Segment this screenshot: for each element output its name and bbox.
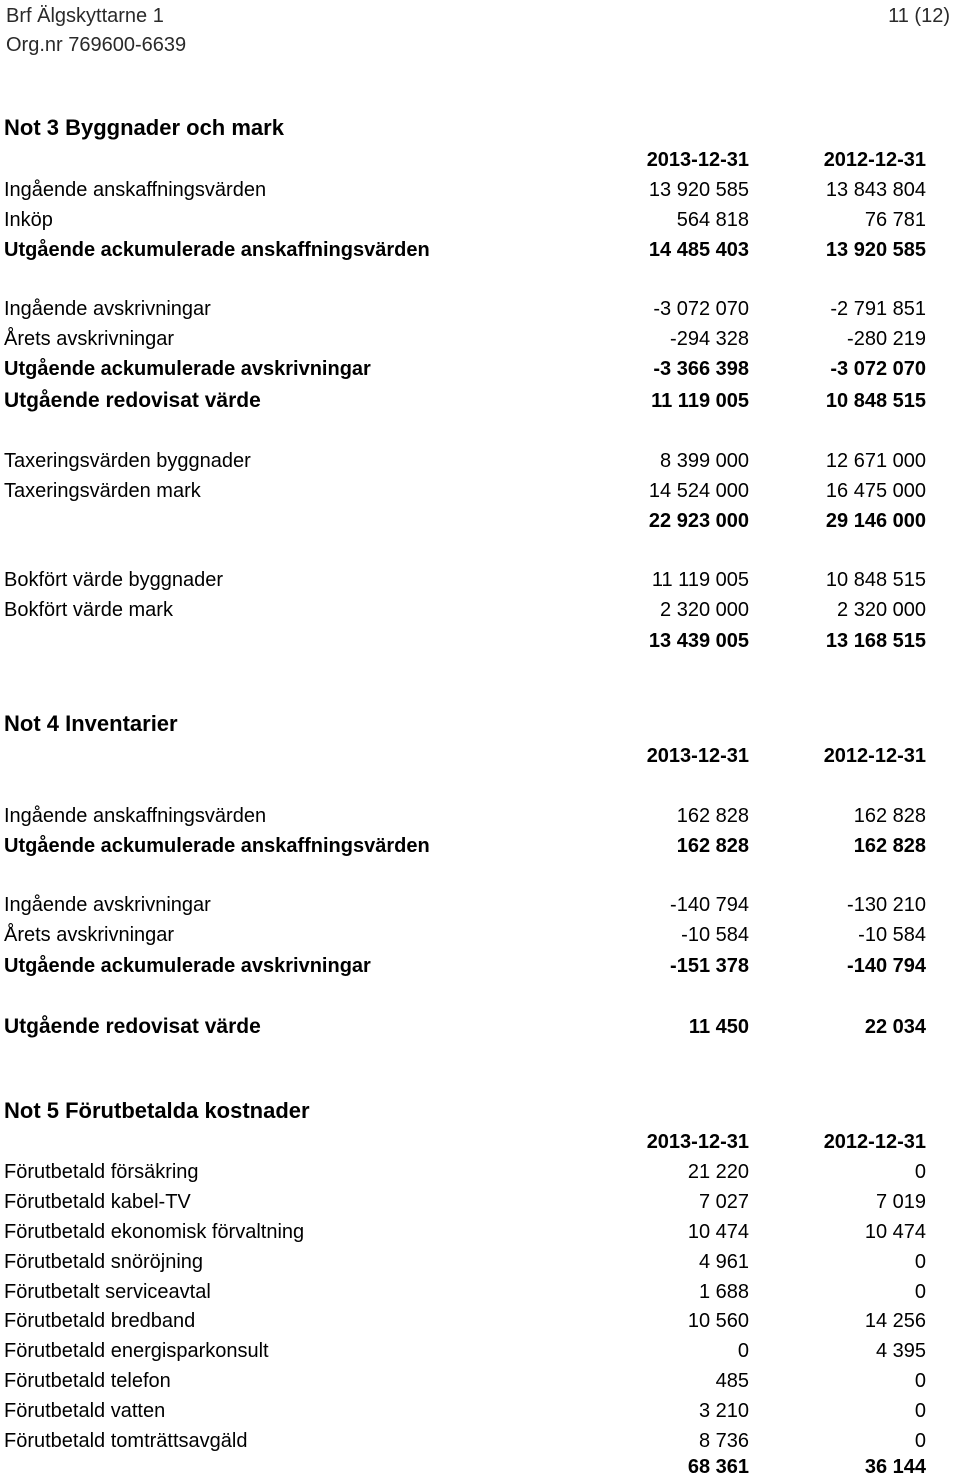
note-5-col-2012: 2012-12-31 <box>823 1131 926 1153</box>
row-label: Förutbetalt serviceavtal <box>4 1281 211 1303</box>
value-2013: 14 485 403 <box>648 239 749 261</box>
value-2013: 7 027 <box>698 1191 749 1213</box>
value-2013: 68 361 <box>687 1456 749 1478</box>
table-row <box>4 951 934 981</box>
value-2012: -280 219 <box>847 328 926 350</box>
value-2013: -151 378 <box>670 955 749 977</box>
value-2012: 13 843 804 <box>825 179 926 201</box>
value-2012: 7 019 <box>875 1191 926 1213</box>
value-2012: 10 848 515 <box>825 390 926 412</box>
note-4-title: Not 4 Inventarier <box>4 711 178 736</box>
value-2013: 11 119 005 <box>651 569 749 591</box>
value-2013: 162 828 <box>676 805 749 827</box>
row-label: Taxeringsvärden byggnader <box>4 450 251 472</box>
value-2012: 22 034 <box>864 1016 926 1038</box>
value-2013: -140 794 <box>670 894 749 916</box>
note-4-column-headers <box>4 741 934 771</box>
value-2012: 0 <box>914 1281 926 1303</box>
organization-number: Org.nr 769600-6639 <box>6 34 187 56</box>
organization-name: Brf Älgskyttarne 1 <box>6 5 164 27</box>
value-2012: 2 320 000 <box>837 599 926 621</box>
note-3-title: Not 3 Byggnader och mark <box>4 115 284 140</box>
value-2013: 21 220 <box>687 1161 749 1183</box>
row-label: Utgående ackumulerade avskrivningar <box>4 955 371 977</box>
row-label: Taxeringsvärden mark <box>4 480 201 502</box>
row-label: Årets avskrivningar <box>4 924 175 946</box>
table-row <box>4 506 934 536</box>
table-row <box>4 235 934 265</box>
value-2013: 564 818 <box>676 209 749 231</box>
table-row <box>4 175 934 205</box>
value-2013: 10 474 <box>687 1221 749 1243</box>
value-2012: -3 072 070 <box>830 358 926 380</box>
row-label: Förutbetald telefon <box>4 1370 171 1392</box>
value-2012: 12 671 000 <box>825 450 926 472</box>
value-2013: 4 961 <box>698 1251 749 1273</box>
table-row <box>4 1247 934 1277</box>
note-3-col-2012: 2012-12-31 <box>823 149 926 171</box>
table-row <box>4 565 934 595</box>
value-2013: 10 560 <box>687 1310 749 1332</box>
value-2012: 10 848 515 <box>825 569 926 591</box>
table-row <box>4 354 934 384</box>
value-2012: 36 144 <box>864 1456 926 1478</box>
table-row <box>4 1336 934 1366</box>
value-2013: -3 072 070 <box>653 298 749 320</box>
note-4-col-2013: 2013-12-31 <box>646 745 749 767</box>
note-3-col-2013: 2013-12-31 <box>646 149 749 171</box>
value-2012: 0 <box>914 1400 926 1422</box>
value-2012: -140 794 <box>847 955 926 977</box>
value-2013: 2 320 000 <box>660 599 749 621</box>
value-2012: 14 256 <box>864 1310 926 1332</box>
value-2013: 162 828 <box>676 835 749 857</box>
value-2013: 3 210 <box>698 1400 749 1422</box>
value-2013: -294 328 <box>670 328 749 350</box>
table-row <box>4 1306 934 1336</box>
value-2012: 0 <box>914 1161 926 1183</box>
value-2013: 13 920 585 <box>648 179 749 201</box>
row-label: Utgående redovisat värde <box>4 389 261 412</box>
row-label: Ingående avskrivningar <box>4 894 211 916</box>
row-label: Utgående ackumulerade anskaffningsvärden <box>4 239 430 261</box>
value-2012: 0 <box>914 1430 926 1452</box>
row-label: Utgående ackumulerade anskaffningsvärden <box>4 835 430 857</box>
table-row <box>4 920 934 950</box>
note-5-col-2013: 2013-12-31 <box>646 1131 749 1153</box>
value-2012: -2 791 851 <box>830 298 926 320</box>
value-2013: 14 524 000 <box>648 480 749 502</box>
row-label: Ingående anskaffningsvärden <box>4 805 267 827</box>
table-row <box>4 386 934 416</box>
row-label: Årets avskrivningar <box>4 328 175 350</box>
row-label: Ingående avskrivningar <box>4 298 211 320</box>
note-4-col-2012: 2012-12-31 <box>823 745 926 767</box>
value-2012: 16 475 000 <box>825 480 926 502</box>
table-row <box>4 1157 934 1187</box>
note-5-column-headers <box>4 1127 934 1157</box>
note-5-title: Not 5 Förutbetalda kostnader <box>4 1098 310 1123</box>
value-2012: 0 <box>914 1370 926 1392</box>
row-label: Förutbetald energisparkonsult <box>4 1340 269 1362</box>
value-2012: 13 920 585 <box>825 239 926 261</box>
table-row <box>4 476 934 506</box>
table-row <box>4 1396 934 1426</box>
value-2012: -10 584 <box>858 924 926 946</box>
value-2012: 4 395 <box>875 1340 926 1362</box>
value-2012: -130 210 <box>847 894 926 916</box>
page-number: 11 (12) <box>888 5 950 27</box>
row-label: Förutbetald bredband <box>4 1310 196 1332</box>
value-2013: 8 399 000 <box>660 450 749 472</box>
value-2012: 162 828 <box>853 805 926 827</box>
table-row <box>4 1187 934 1217</box>
table-row <box>4 1452 934 1482</box>
row-label: Ingående anskaffningsvärden <box>4 179 267 201</box>
table-row <box>4 446 934 476</box>
value-2012: 29 146 000 <box>825 510 926 532</box>
value-2013: 8 736 <box>698 1430 749 1452</box>
row-label: Förutbetald ekonomisk förvaltning <box>4 1221 305 1243</box>
row-label: Förutbetald snöröjning <box>4 1251 204 1273</box>
value-2013: 22 923 000 <box>648 510 749 532</box>
row-label: Förutbetald vatten <box>4 1400 166 1422</box>
value-2013: -10 584 <box>681 924 749 946</box>
row-label: Utgående redovisat värde <box>4 1015 261 1038</box>
table-row <box>4 1366 934 1396</box>
row-label: Bokfört värde mark <box>4 599 173 621</box>
table-row <box>4 801 934 831</box>
row-label: Inköp <box>4 209 53 231</box>
table-row <box>4 626 934 656</box>
value-2013: 0 <box>737 1340 749 1362</box>
value-2012: 76 781 <box>864 209 926 231</box>
value-2012: 10 474 <box>864 1221 926 1243</box>
value-2013: 485 <box>715 1370 749 1392</box>
value-2013: 1 688 <box>698 1281 749 1303</box>
table-row <box>4 205 934 235</box>
table-row <box>4 1217 934 1247</box>
row-label: Förutbetald försäkring <box>4 1161 199 1183</box>
value-2013: -3 366 398 <box>653 358 749 380</box>
value-2012: 0 <box>914 1251 926 1273</box>
table-row <box>4 831 934 861</box>
row-label: Förutbetald tomträttsavgäld <box>4 1430 248 1452</box>
table-row <box>4 324 934 354</box>
value-2013: 11 450 <box>688 1016 749 1038</box>
table-row <box>4 890 934 920</box>
table-row <box>4 1277 934 1307</box>
value-2012: 162 828 <box>853 835 926 857</box>
row-label: Bokfört värde byggnader <box>4 569 224 591</box>
table-row <box>4 294 934 324</box>
row-label: Utgående ackumulerade avskrivningar <box>4 358 371 380</box>
note-3-column-headers <box>4 145 934 175</box>
value-2013: 11 119 005 <box>651 390 749 412</box>
value-2013: 13 439 005 <box>648 630 749 652</box>
table-row <box>4 1012 934 1042</box>
table-row <box>4 595 934 625</box>
row-label: Förutbetald kabel-TV <box>4 1191 191 1213</box>
value-2012: 13 168 515 <box>825 630 926 652</box>
